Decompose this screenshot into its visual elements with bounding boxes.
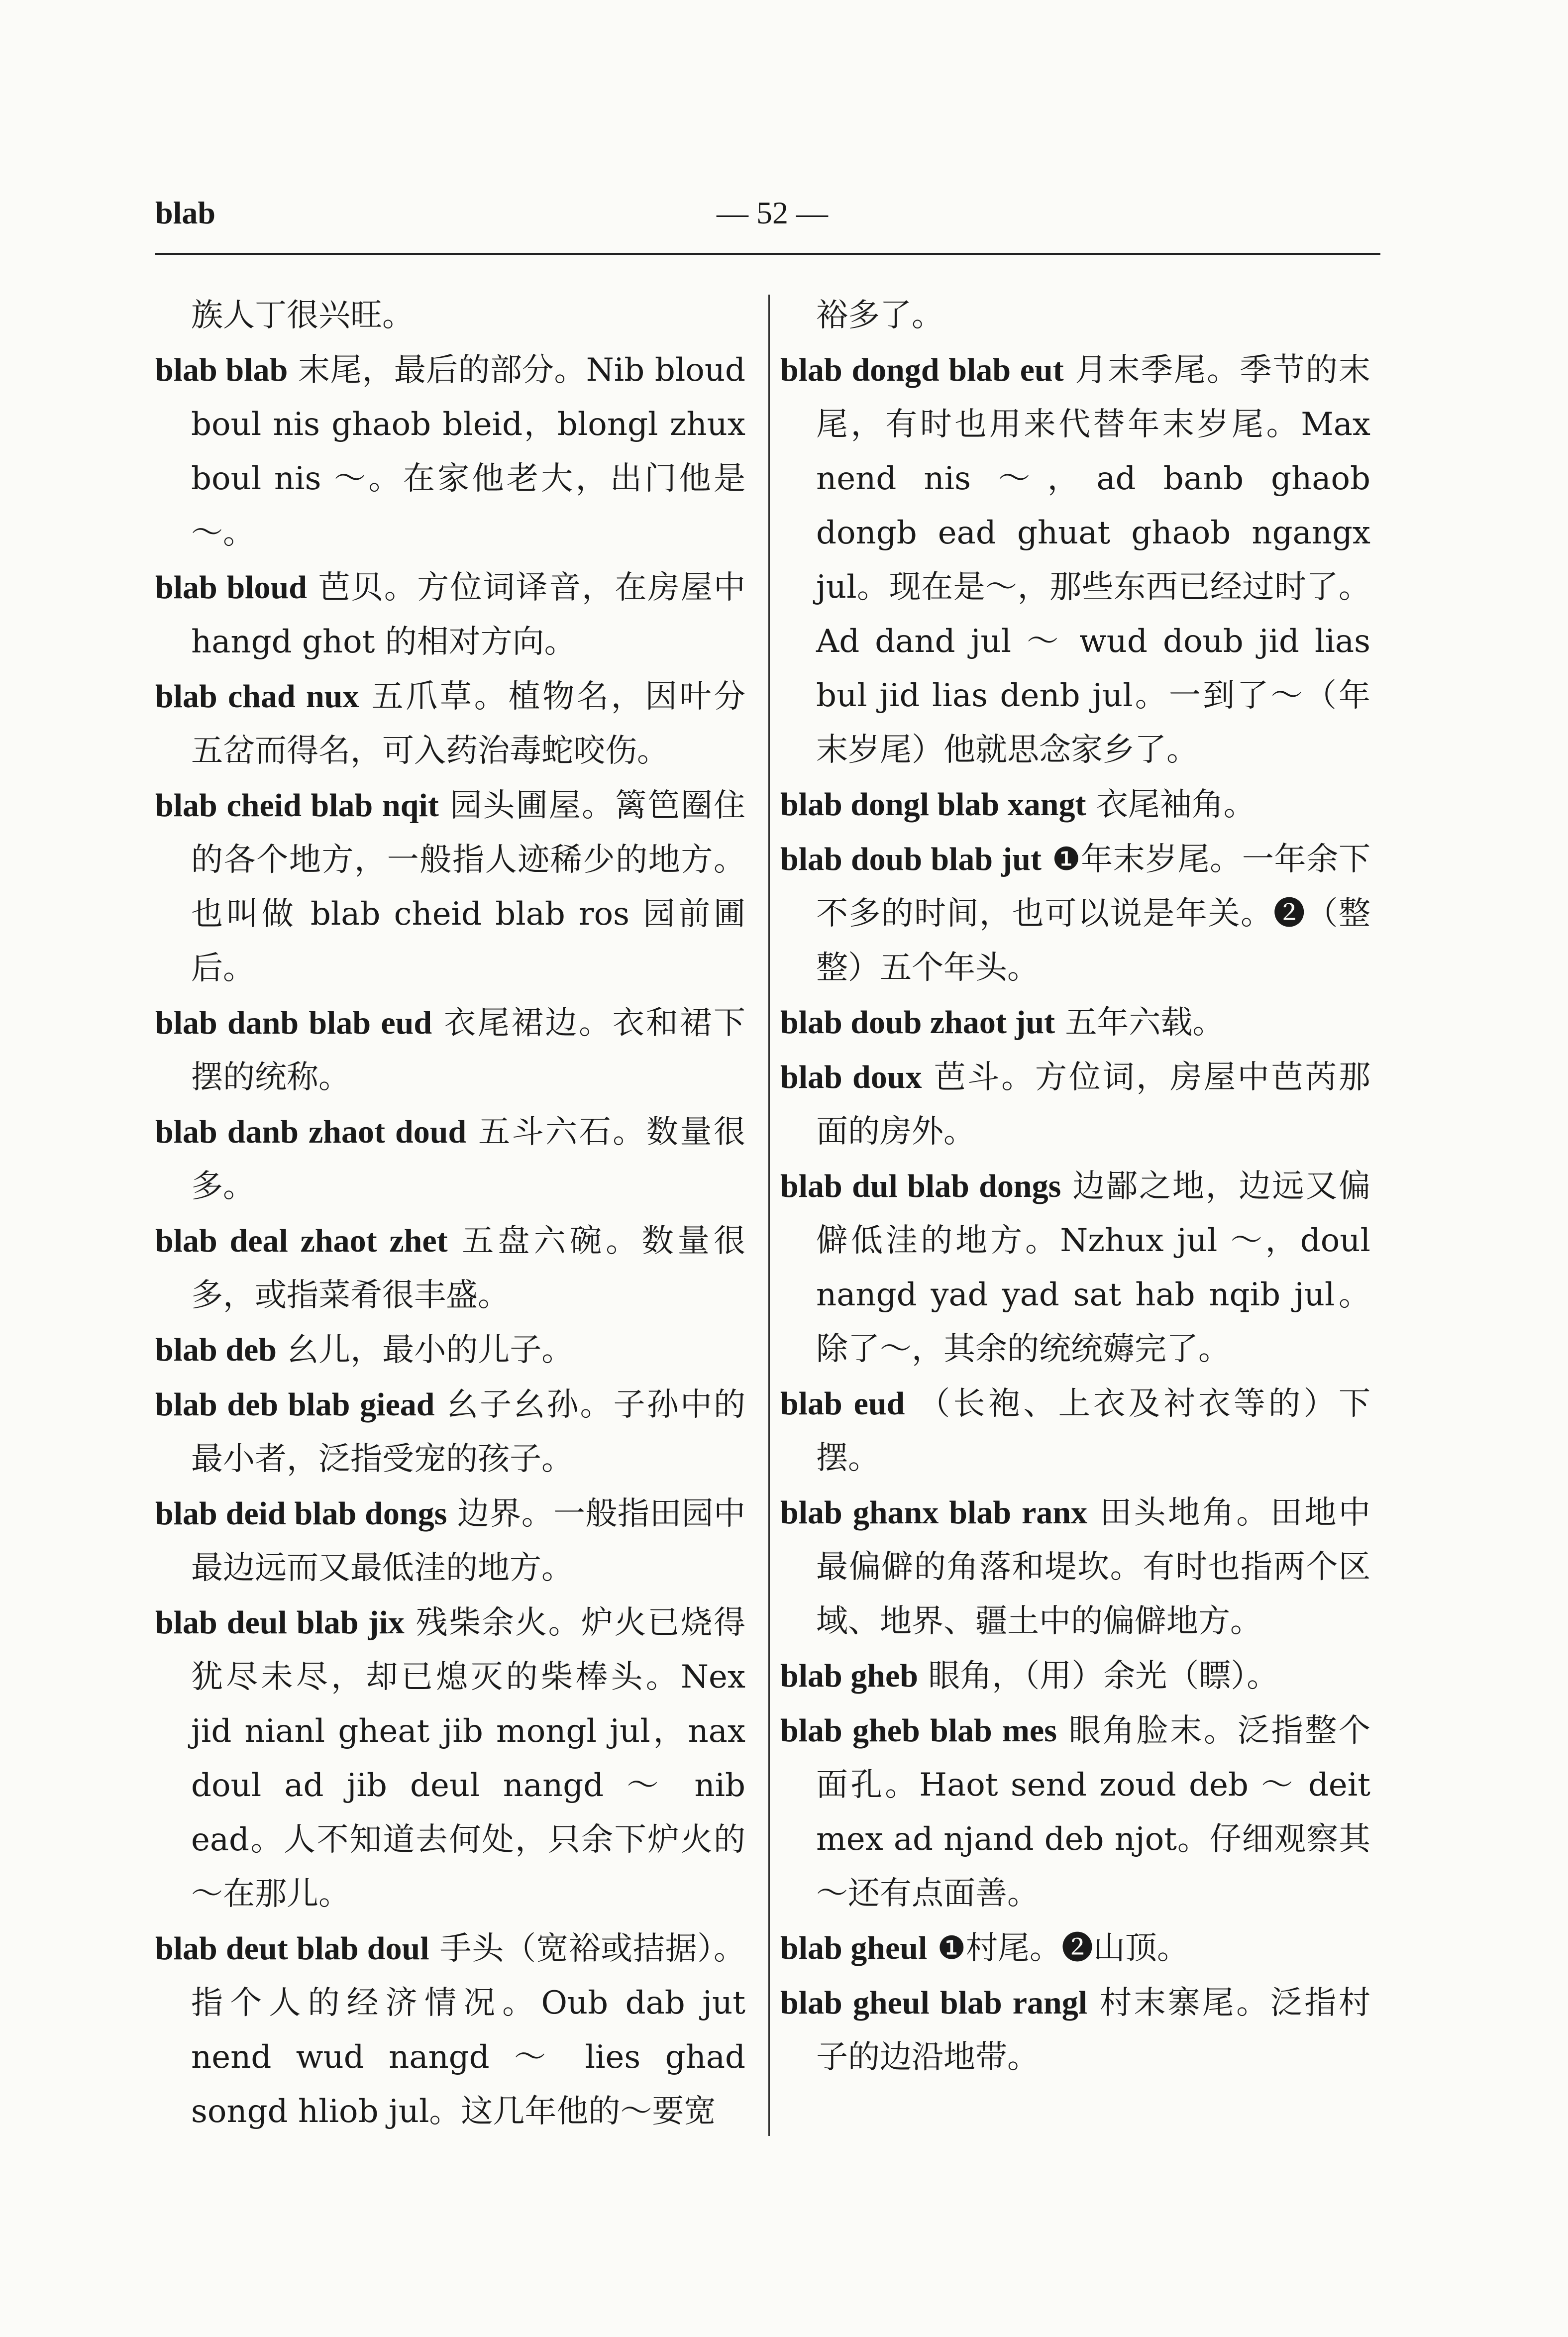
dictionary-entry	[780, 1159, 1370, 1377]
headword: blab chad nux	[155, 678, 359, 715]
definition: 手头（宽裕或拮据）。指个人的经济情况。Oub dab jut nend wud nangd ～ lies ghad songd hliob jul。这几年他的～要宽	[191, 1930, 746, 2130]
definition: 园头圃屋。篱笆圈住的各个地方，一般指人迹稀少的地方。也叫做 blab cheid blab ros 园前圃后。	[191, 787, 746, 987]
definition: 眼角脸末。泛指整个面孔。Haot send zoud deb ～ deit mex ad njand deb njot。仔细观察其～还有点面善。	[816, 1712, 1371, 1912]
dictionary-entry	[155, 1214, 745, 1323]
headword: blab dongd blab eut	[780, 352, 1064, 388]
entry-continuation	[780, 289, 1370, 343]
running-head: blab	[155, 195, 215, 230]
dictionary-entry	[780, 1649, 1370, 1703]
column-divider	[768, 295, 770, 2136]
headword: blab eud	[780, 1385, 905, 1422]
headword: blab deid blab dongs	[155, 1495, 447, 1532]
headword: blab doub zhaot jut	[780, 1004, 1055, 1041]
page-header	[155, 188, 1380, 243]
dictionary-entry	[155, 778, 745, 996]
headword: blab bloud	[155, 569, 307, 606]
dictionary-entry	[155, 1378, 745, 1487]
definition: 五盘六碗。数量很多，或指菜肴很丰盛。	[191, 1223, 746, 1314]
definition: 末尾，最后的部分。Nib bloud boul nis ghaob bleid，blongl zhux boul nis ～。在家他老大，出门他是～。	[191, 352, 746, 551]
headword: blab danb zhaot doud	[155, 1114, 467, 1150]
dictionary-entry	[780, 1050, 1370, 1159]
headword: blab deb blab giead	[155, 1386, 435, 1423]
headword: blab blab	[155, 352, 288, 388]
dictionary-entry	[780, 343, 1370, 777]
definition: 边鄙之地，边远又偏僻低洼的地方。Nzhux jul ～，doul nangd yad yad sat hab nqib jul。除了～，其余的统统薅完了。	[816, 1168, 1371, 1368]
headword: blab gheb blab mes	[780, 1712, 1057, 1749]
dictionary-entry	[780, 1486, 1370, 1649]
definition: 五爪草。植物名，因叶分五岔而得名，可入药治毒蛇咬伤。	[191, 678, 746, 769]
headword: blab deal zhaot zhet	[155, 1223, 448, 1259]
dictionary-entry	[155, 1105, 745, 1214]
right-column	[780, 289, 1370, 2085]
dictionary-entry	[155, 669, 745, 778]
definition: 幺儿，最小的儿子。	[287, 1332, 574, 1369]
headword: blab deut blab doul	[155, 1930, 429, 1967]
definition: 五年六载。	[1065, 1004, 1225, 1041]
definition: 月末季尾。季节的末尾，有时也用来代替年末岁尾。Max nend nis ～，ad banb ghaob dongb ead ghuat ghaob ngangx jul。现在是～，那些东西已经过时了。Ad dand jul ～ wud doub jid lias bul jid lias denb jul。一到了～（年末岁尾）他就思念家乡了。	[816, 352, 1370, 768]
definition: ❶年末岁尾。一年余下不多的时间，也可以说是年关。❷（整整）五个年头。	[816, 841, 1371, 986]
definition: 五斗六石。数量很多。	[191, 1114, 745, 1205]
headword: blab cheid blab nqit	[155, 787, 439, 824]
left-column	[155, 289, 745, 2139]
dictionary-entry	[780, 1976, 1370, 2085]
dictionary-entry	[155, 1323, 745, 1378]
headword: blab gheul blab rangl	[780, 1985, 1088, 2021]
headword: blab dul blab dongs	[780, 1168, 1061, 1204]
dictionary-entry	[155, 1595, 745, 1921]
definition: 幺子幺孙。子孙中的最小者，泛指受宠的孩子。	[191, 1386, 746, 1478]
definition: 边界。一般指田园中最边远而又最低洼的地方。	[191, 1495, 746, 1587]
dictionary-entry	[780, 1703, 1370, 1921]
dictionary-entry	[780, 1921, 1370, 1976]
entry-continuation	[155, 289, 745, 343]
definition: 残柴余火。炉火已烧得犹尽未尽，却已熄灭的柴棒头。Nex jid nianl gheat jib mongl jul，nax doul ad jib deul nangd ～ nib ead。人不知道去何处，只余下炉火的～在那儿。	[191, 1604, 745, 1912]
headword: blab gheul	[780, 1930, 928, 1966]
page-number: — 52 —	[717, 195, 828, 230]
headword: blab deb	[155, 1332, 277, 1368]
dictionary-entry	[780, 832, 1370, 995]
dictionary-entry	[780, 777, 1370, 832]
dictionary-entry	[155, 996, 745, 1105]
definition: 田头地角。田地中最偏僻的角落和堤坎。有时也指两个区域、地界、疆土中的偏僻地方。	[816, 1494, 1371, 1640]
dictionary-entry	[155, 1921, 745, 2139]
headword: blab doub blab jut	[780, 841, 1042, 877]
definition: 芭斗。方位词，房屋中芭芮那面的房外。	[816, 1059, 1371, 1150]
definition: 衣尾裙边。衣和裙下摆的统称。	[191, 1005, 746, 1096]
dictionary-entry	[780, 1377, 1370, 1486]
headword: blab ghanx blab ranx	[780, 1494, 1088, 1531]
definition: ❶村尾。❷山顶。	[937, 1930, 1189, 1967]
definition: 芭贝。方位词译音，在房屋中 hangd ghot 的相对方向。	[191, 569, 746, 660]
dictionary-entry	[155, 343, 745, 560]
definition: （长袍、上衣及衬衣等的）下摆。	[816, 1385, 1370, 1477]
dictionary-entry	[780, 995, 1370, 1050]
dictionary-entry	[155, 1487, 745, 1595]
definition: 裕多了。	[816, 297, 943, 334]
definition: 族人丁很兴旺。	[191, 297, 414, 334]
headword: blab gheb	[780, 1658, 918, 1694]
headword: blab deul blab jix	[155, 1604, 405, 1641]
definition: 衣尾袖角。	[1096, 786, 1255, 823]
dictionary-entry	[155, 560, 745, 669]
headword: blab danb blab eud	[155, 1005, 432, 1041]
headword: blab dongl blab xangt	[780, 786, 1086, 823]
header-rule	[155, 253, 1380, 255]
definition: 眼角，（用）余光（瞟）。	[928, 1658, 1279, 1695]
headword: blab doux	[780, 1059, 922, 1095]
definition: 村末寨尾。泛指村子的边沿地带。	[816, 1985, 1371, 2076]
